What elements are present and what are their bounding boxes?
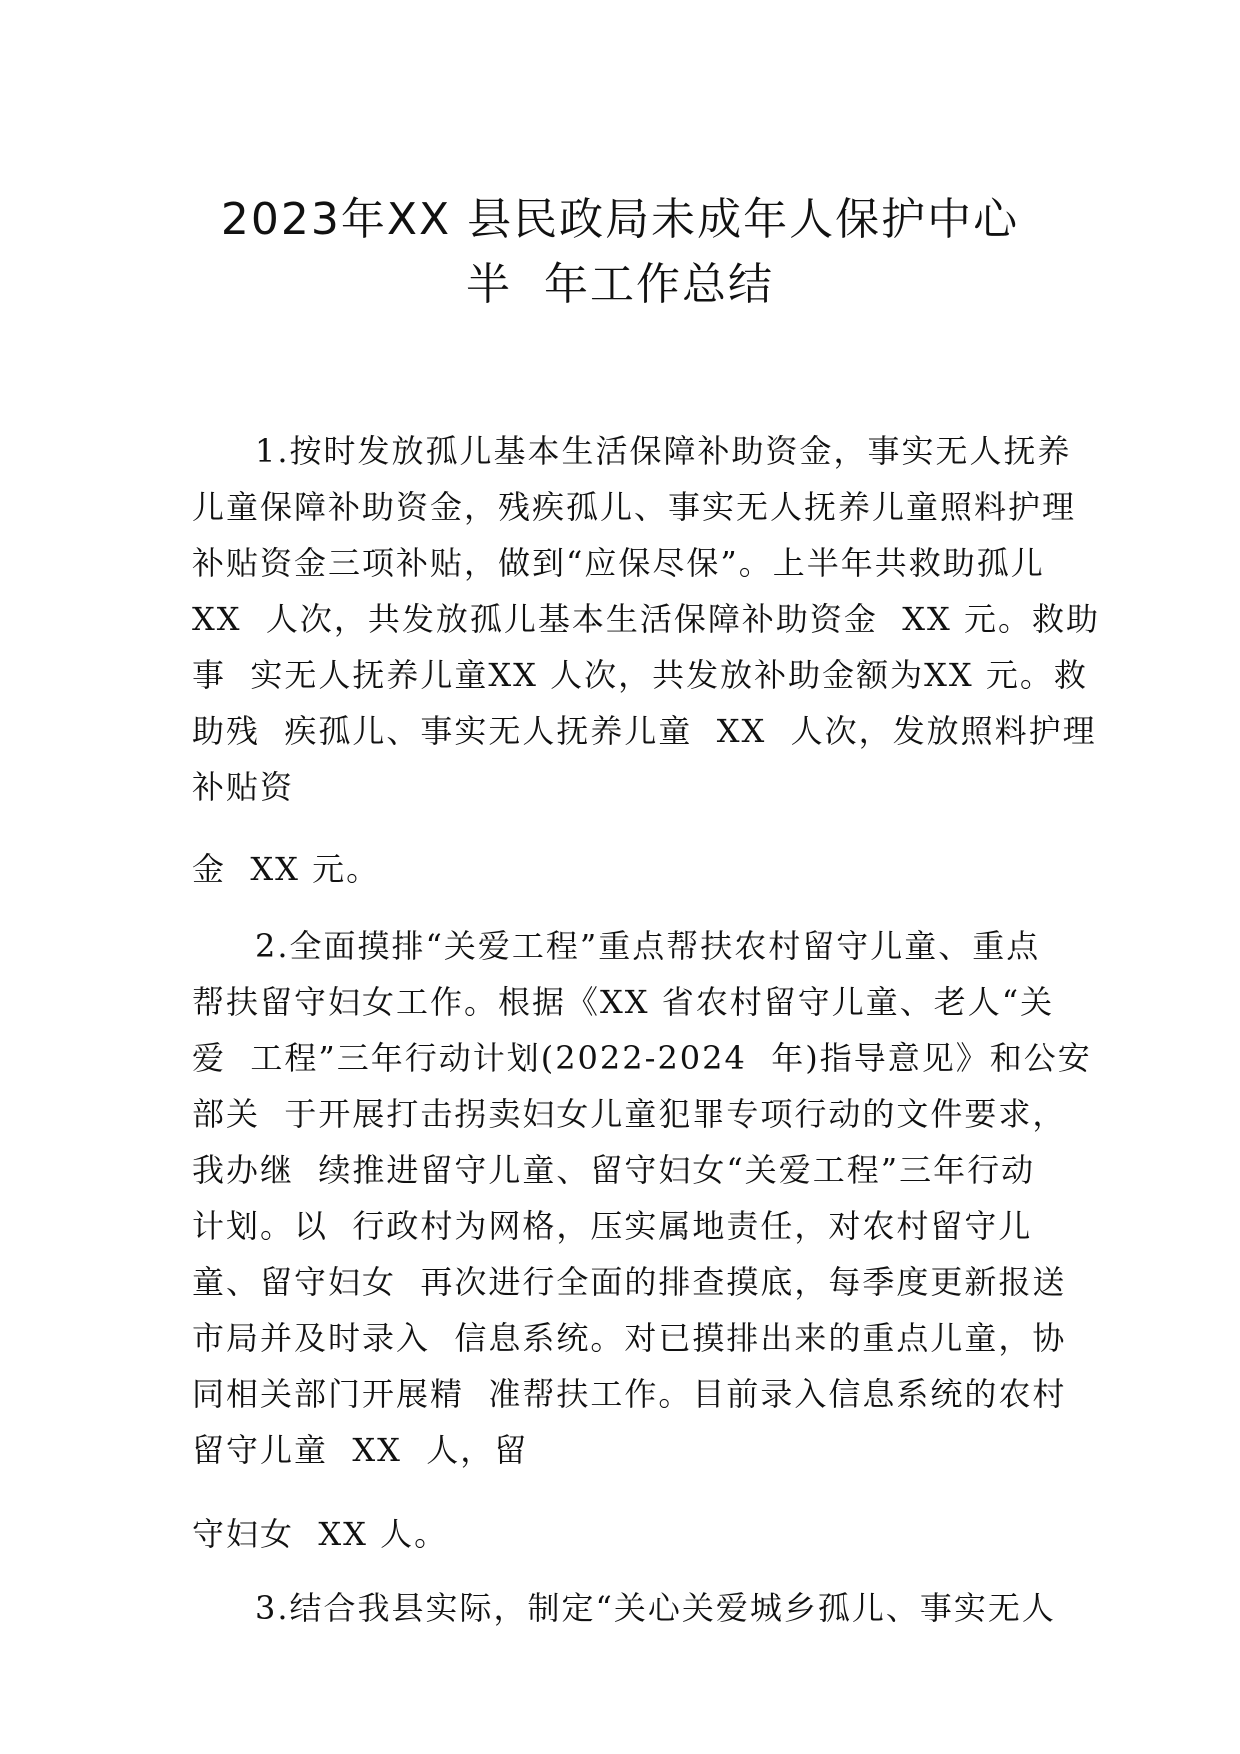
paragraph-line: 部关 于开展打击拐卖妇女儿童犯罪专项行动的文件要求， (192, 1095, 1067, 1133)
paragraph-line: XX 人次，共发放孤儿基本生活保障补助资金 XX 元。救助 (192, 600, 1100, 638)
paragraph-line: 爱 工程”三年行动计划(2022-2024 年)指导意见》和公安 (192, 1039, 1092, 1077)
paragraph-line: 守妇女 XX 人。 (192, 1515, 449, 1553)
paragraph-line: 助残 疾孤儿、事实无人抚养儿童 XX 人次，发放照料护理 (192, 712, 1097, 750)
paragraph-line: 补贴资金三项补贴，做到“应保尽保”。上半年共救助孤儿 (192, 544, 1045, 582)
paragraph-line: 市局并及时录入 信息系统。对已摸排出来的重点儿童，协 (192, 1319, 1067, 1357)
document-title-line-2: 半 年工作总结 (466, 259, 774, 310)
paragraph-line: 儿童保障补助资金，残疾孤儿、事实无人抚养儿童照料护理 (192, 488, 1077, 526)
paragraph-line: 2.全面摸排“关爱工程”重点帮扶农村留守儿童、重点 (255, 927, 1041, 965)
paragraph-line: 事 实无人抚养儿童XX 人次，共发放补助金额为XX 元。救 (192, 656, 1088, 694)
paragraph-line: 我办继 续推进留守儿童、留守妇女“关爱工程”三年行动 (192, 1151, 1036, 1189)
paragraph-line: 金 XX 元。 (192, 850, 381, 888)
document-title-line-1: 2023年XX 县民政局未成年人保护中心 (220, 194, 1020, 245)
paragraph-line: 帮扶留守妇女工作。根据《XX 省农村留守儿童、老人“关 (192, 983, 1055, 1021)
paragraph-line: 1.按时发放孤儿基本生活保障补助资金，事实无人抚养 (255, 432, 1072, 470)
paragraph-line: 童、留守妇女 再次进行全面的排查摸底，每季度更新报送 (192, 1263, 1067, 1301)
paragraph-line: 留守儿童 XX 人，留 (192, 1431, 529, 1469)
paragraph-line: 3.结合我县实际，制定“关心关爱城乡孤儿、事实无人 (255, 1589, 1056, 1627)
paragraph-line: 计划。以 行政村为网格，压实属地责任，对农村留守儿 (192, 1207, 1033, 1245)
paragraph-line: 补贴资 (192, 768, 295, 806)
paragraph-line: 同相关部门开展精 准帮扶工作。目前录入信息系统的农村 (192, 1375, 1067, 1413)
